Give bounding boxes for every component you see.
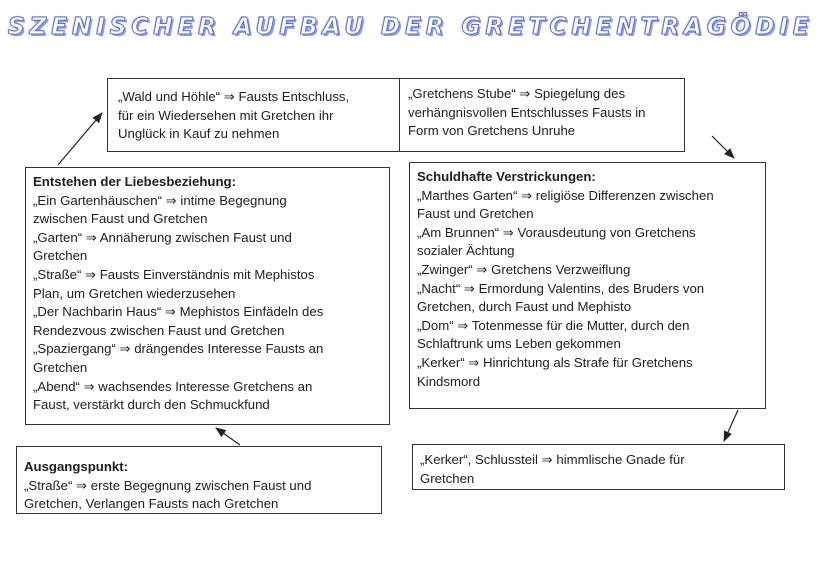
text-line: Kindsmord: [417, 373, 481, 389]
text-line: Gretchen, durch Faust und Mephisto: [417, 299, 632, 315]
text-line: verhängnisvollen Entschlusses Fausts in: [408, 104, 646, 120]
text-line: „Ein Gartenhäuschen“ ⇒ intime Begegnung: [33, 192, 287, 208]
text-line: „Wald und Höhle“ ⇒ Fausts Entschluss,: [118, 89, 350, 104]
arrow-schuld-to-end: [724, 410, 738, 441]
text-line: „Straße“ ⇒ erste Begegnung zwischen Faust und: [24, 477, 312, 493]
text-line: „Kerker“ ⇒ Hinrichtung als Strafe für Gretchens: [417, 354, 693, 370]
text-line: Faust und Gretchen: [417, 206, 534, 222]
text-line: „Dom“ ⇒ Totenmesse für die Mutter, durch den: [417, 317, 690, 333]
box-heading: Schuldhafte Verstrickungen:: [417, 169, 596, 184]
arrow-liebe-to-top: [58, 113, 102, 165]
page-title: SZENISCHER AUFBAU DER GRETCHENTRAGÖDIE: [8, 14, 814, 40]
text-line: „Nacht“ ⇒ Ermordung Valentins, des Bruders von: [417, 280, 705, 296]
text-line: Unglück in Kauf zu nehmen: [118, 126, 280, 142]
text-line: „Zwinger“ ⇒ Gretchens Verzweiflung: [417, 261, 631, 277]
text-line: „Spaziergang“ ⇒ drängendes Interesse Fausts an: [33, 341, 324, 357]
text-line: Rendezvous zwischen Faust und Gretchen: [33, 322, 285, 338]
text-line: Faust, verstärkt durch den Schmuckfund: [33, 397, 270, 413]
text-line: „Kerker“, Schlussteil ⇒ himmlische Gnade für: [420, 452, 685, 467]
arrow-top-to-schuld: [712, 136, 734, 158]
text-line: „Abend“ ⇒ wachsendes Interesse Gretchens an: [33, 378, 313, 394]
box-heading: Ausgangspunkt:: [24, 459, 129, 474]
text-line: Plan, um Gretchen wiederzusehen: [33, 285, 236, 301]
arrow-start-to-liebe: [216, 428, 240, 445]
text-line: Gretchen: [33, 359, 88, 375]
text-line: „Marthes Garten“ ⇒ religiöse Differenzen zwischen: [417, 187, 714, 203]
text-line: Form von Gretchens Unruhe: [408, 123, 576, 139]
text-line: Gretchen: [420, 470, 475, 486]
text-line: Schlaftrunk ums Leben gekommen: [417, 336, 621, 352]
text-line: „Der Nachbarin Haus“ ⇒ Mephistos Einfädeln des: [33, 304, 324, 320]
text-line: „Am Brunnen“ ⇒ Vorausdeutung von Gretchens: [417, 224, 696, 240]
text-line: für ein Wiedersehen mit Gretchen ihr: [118, 107, 334, 123]
box-heading: Entstehen der Liebesbeziehung:: [33, 174, 236, 189]
text-line: „Gretchens Stube“ ⇒ Spiegelung des: [408, 86, 626, 101]
text-line: Gretchen: [33, 248, 88, 264]
text-line: „Straße“ ⇒ Fausts Einverständnis mit Mephistos: [33, 266, 315, 282]
text-line: „Garten“ ⇒ Annäherung zwischen Faust und: [33, 229, 292, 245]
text-line: zwischen Faust und Gretchen: [33, 211, 208, 227]
text-line: Gretchen, Verlangen Fausts nach Gretchen: [24, 496, 279, 512]
text-line: sozialer Ächtung: [417, 243, 515, 259]
